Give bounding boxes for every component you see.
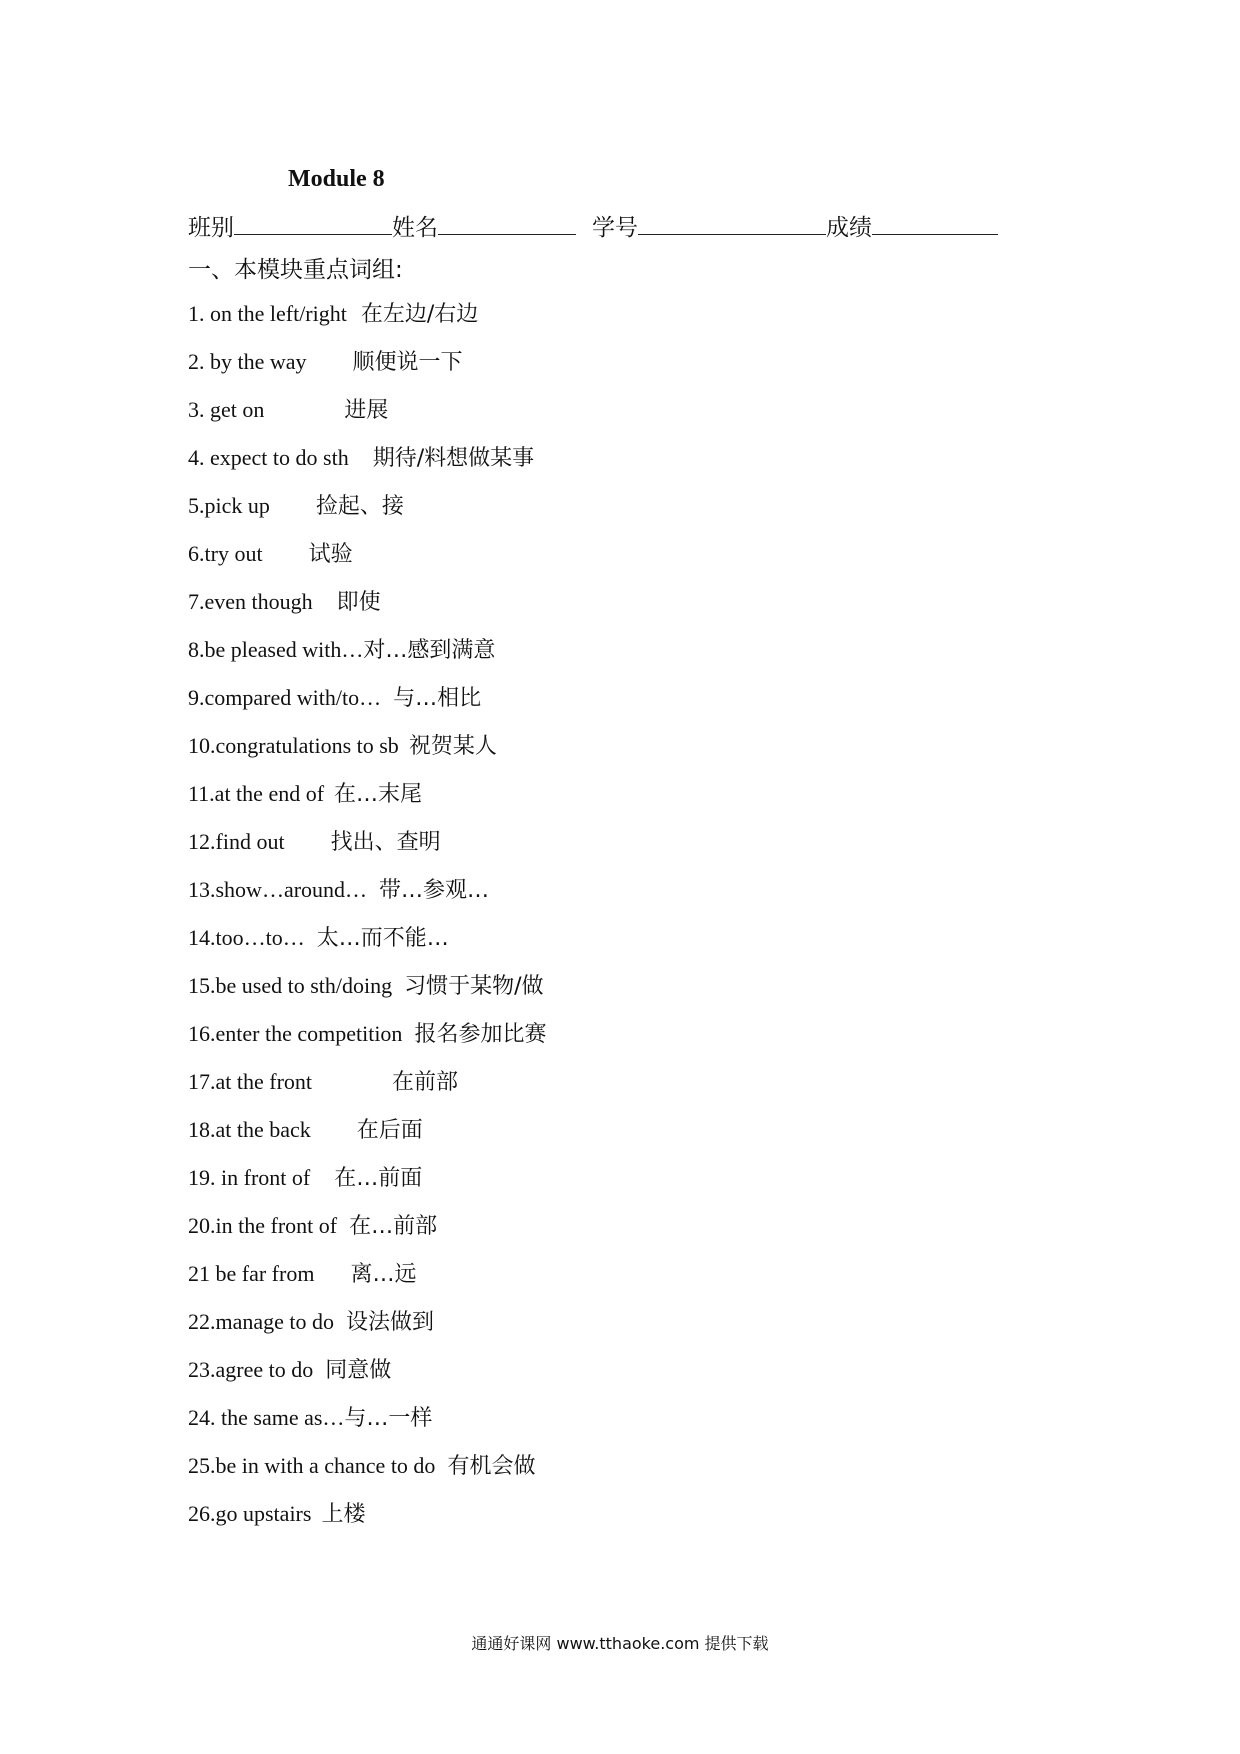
phrase-chinese: 捡起、接 — [315, 494, 404, 519]
phrase-chinese: 上楼 — [321, 1502, 366, 1527]
phrase-chinese: 期待/料想做某事 — [372, 446, 535, 471]
phrase-item — [188, 1354, 546, 1402]
phrase-english: 2. by the way — [188, 349, 307, 374]
phrase-item — [188, 1066, 546, 1114]
phrase-english: 8.be pleased with… — [188, 637, 364, 662]
phrase-item — [188, 298, 546, 346]
phrase-item — [188, 1402, 546, 1450]
phrase-list — [188, 298, 546, 1546]
phrase-item — [188, 1450, 546, 1498]
phrase-item — [188, 970, 546, 1018]
phrase-item — [188, 346, 546, 394]
phrase-chinese: 太…而不能… — [316, 926, 449, 951]
phrase-english: 4. expect to do sth — [188, 445, 349, 470]
phrase-chinese: 与…相比 — [393, 686, 482, 711]
phrase-item — [188, 538, 546, 586]
phrase-chinese: 找出、查明 — [330, 830, 441, 855]
phrase-english: 7.even though — [188, 589, 313, 614]
phrase-english: 1. on the left/right — [188, 301, 347, 326]
phrase-chinese: 在后面 — [356, 1118, 423, 1143]
phrase-english: 24. the same as… — [188, 1405, 345, 1430]
phrase-item — [188, 490, 546, 538]
phrase-item — [188, 922, 546, 970]
class-blank — [234, 210, 392, 235]
page-title: Module 8 — [288, 166, 385, 192]
phrase-chinese: 祝贺某人 — [408, 734, 497, 759]
phrase-item — [188, 442, 546, 490]
phrase-item — [188, 1210, 546, 1258]
phrase-chinese: 离…远 — [350, 1262, 417, 1287]
student-info-line — [188, 210, 998, 244]
phrase-chinese: 试验 — [308, 542, 353, 567]
score-label: 成绩 — [826, 215, 872, 241]
name-label: 姓名 — [392, 215, 438, 241]
phrase-item — [188, 1018, 546, 1066]
phrase-item — [188, 394, 546, 442]
phrase-chinese: 即使 — [336, 590, 381, 615]
phrase-chinese: 带…参观… — [379, 878, 490, 903]
phrase-item — [188, 586, 546, 634]
phrase-english: 14.too…to… — [188, 925, 305, 950]
student-number-label: 学号 — [592, 215, 638, 241]
phrase-english: 20.in the front of — [188, 1213, 338, 1238]
phrase-english: 18.at the back — [188, 1117, 311, 1142]
phrase-english: 6.try out — [188, 541, 263, 566]
phrase-english: 3. get on — [188, 397, 265, 422]
phrase-english: 10.congratulations to sb — [188, 733, 399, 758]
phrase-english: 17.at the front — [188, 1069, 313, 1094]
phrase-chinese: 进展 — [344, 398, 389, 423]
phrase-item — [188, 778, 546, 826]
phrase-english: 26.go upstairs — [188, 1501, 312, 1526]
phrase-english: 19. in front of — [188, 1165, 311, 1190]
phrase-english: 16.enter the competition — [188, 1021, 403, 1046]
phrase-chinese: 有机会做 — [447, 1454, 536, 1479]
phrase-english: 9.compared with/to… — [188, 685, 382, 710]
footer-text: 通通好课网 www.tthaoke.com 提供下载 — [471, 1634, 769, 1653]
phrase-item — [188, 1114, 546, 1162]
phrase-item — [188, 682, 546, 730]
phrase-item — [188, 826, 546, 874]
phrase-chinese: 设法做到 — [346, 1310, 435, 1335]
phrase-chinese: 与…一样 — [344, 1406, 433, 1431]
student-number-blank — [638, 210, 826, 235]
phrase-english: 12.find out — [188, 829, 285, 854]
phrase-chinese: 对…感到满意 — [363, 638, 496, 663]
phrase-english: 21 be far from — [188, 1261, 315, 1286]
phrase-item — [188, 1162, 546, 1210]
phrase-english: 22.manage to do — [188, 1309, 335, 1334]
phrase-chinese: 顺便说一下 — [352, 350, 463, 375]
score-blank — [872, 210, 998, 235]
phrase-english: 11.at the end of — [188, 781, 325, 806]
phrase-chinese: 在前部 — [392, 1070, 459, 1095]
phrase-english: 23.agree to do — [188, 1357, 314, 1382]
phrase-item — [188, 1258, 546, 1306]
phrase-chinese: 习惯于某物/做 — [404, 974, 544, 999]
section-heading: 一、本模块重点词组: — [188, 257, 403, 283]
phrase-english: 5.pick up — [188, 493, 270, 518]
phrase-item — [188, 730, 546, 778]
phrase-chinese: 在…末尾 — [334, 782, 423, 807]
phrase-chinese: 在…前部 — [349, 1214, 438, 1239]
phrase-chinese: 同意做 — [325, 1358, 392, 1383]
phrase-item — [188, 1306, 546, 1354]
phrase-chinese: 在…前面 — [334, 1166, 423, 1191]
phrase-item — [188, 1498, 546, 1546]
phrase-item — [188, 874, 546, 922]
name-blank — [438, 210, 576, 235]
phrase-chinese: 报名参加比赛 — [414, 1022, 547, 1047]
phrase-item — [188, 634, 546, 682]
phrase-chinese: 在左边/右边 — [360, 302, 479, 327]
phrase-english: 25.be in with a chance to do — [188, 1453, 436, 1478]
phrase-english: 13.show…around… — [188, 877, 368, 902]
phrase-english: 15.be used to sth/doing — [188, 973, 393, 998]
class-label: 班别 — [188, 215, 234, 241]
